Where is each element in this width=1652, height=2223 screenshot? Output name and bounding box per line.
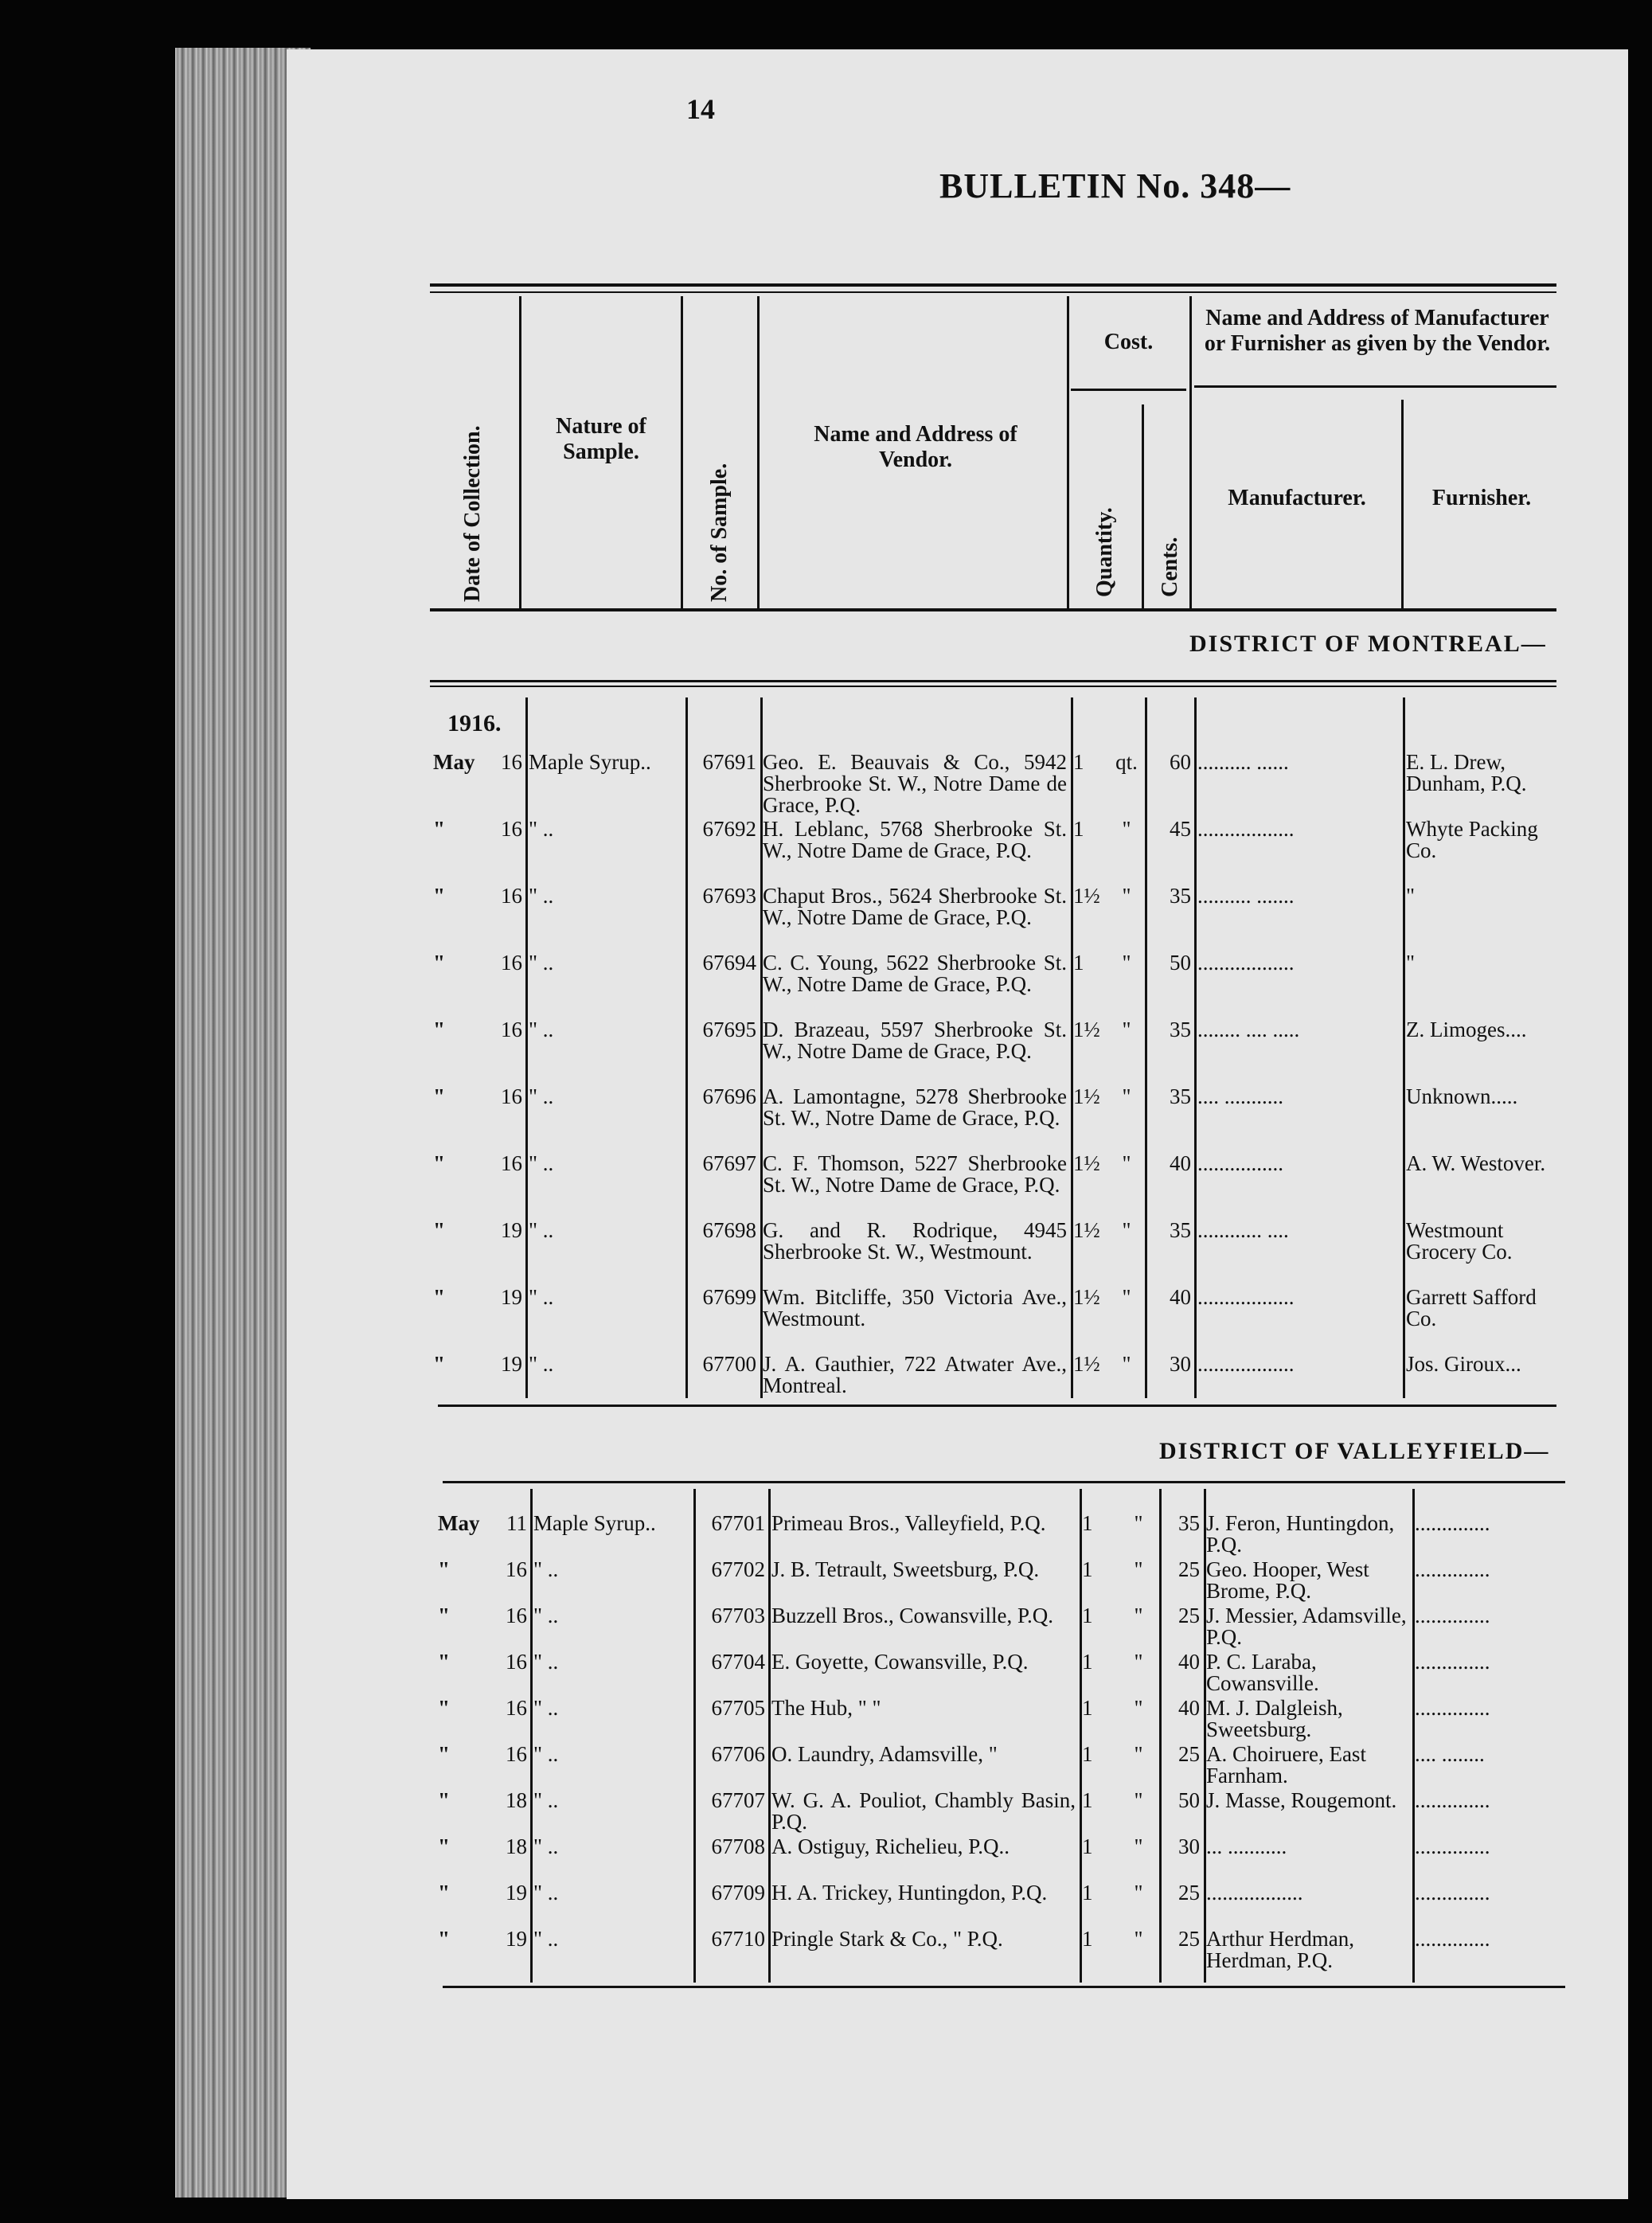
manufacturer: .... ...........	[1197, 1086, 1283, 1108]
collection-day: 16	[501, 818, 522, 841]
cost-cents: 30	[1178, 1836, 1200, 1858]
sample-number: 67703	[711, 1605, 765, 1627]
table-row	[435, 1836, 1569, 1882]
sample-number: 67693	[702, 885, 756, 908]
montreal-samples-table	[430, 752, 1560, 1420]
vendor-name-address: J. B. Tetrault, Sweetsburg, P.Q.	[771, 1559, 1040, 1581]
quantity-unit: "	[1134, 1698, 1143, 1720]
sample-number: 67691	[702, 752, 756, 774]
quantity-unit: "	[1122, 1354, 1131, 1376]
collection-month: "	[433, 1354, 445, 1376]
quantity: 1	[1073, 818, 1084, 841]
quantity-unit: "	[1134, 1928, 1143, 1951]
quantity: 1	[1082, 1790, 1093, 1812]
furnisher: Westmount Grocery Co.	[1406, 1220, 1513, 1264]
furnisher: ..............	[1415, 1698, 1490, 1720]
quantity: 1½	[1073, 1019, 1100, 1041]
quantity-unit: "	[1122, 1220, 1131, 1242]
sample-nature: Maple Syrup..	[533, 1513, 656, 1535]
vendor-name-address: H. A. Trickey, Huntingdon, P.Q.	[771, 1882, 1048, 1905]
collection-month: "	[438, 1744, 450, 1766]
header-bottom-rule	[430, 608, 1556, 611]
manufacturer: P. C. Laraba, Cowansville.	[1206, 1651, 1319, 1695]
collection-day: 16	[501, 1086, 522, 1108]
collection-month: "	[438, 1882, 450, 1905]
valleyfield-samples-table	[435, 1513, 1569, 1975]
vendor-name-address: D. Brazeau, 5597 Sherbrooke St. W., Notre Dame de Grace, P.Q.	[763, 1019, 1067, 1063]
furnisher: Unknown.....	[1406, 1086, 1518, 1108]
section2-bottom-rule	[443, 1986, 1565, 1988]
montreal-table-body	[430, 752, 1560, 1420]
quantity: 1	[1082, 1836, 1093, 1858]
vendor-name-address: G. and R. Rodrique, 4945 Sherbrooke St. W., Westmount.	[763, 1220, 1067, 1264]
furnisher: Jos. Giroux...	[1406, 1354, 1521, 1376]
furnisher: "	[1406, 885, 1416, 908]
quantity: 1	[1082, 1882, 1093, 1905]
quantity: 1½	[1073, 885, 1100, 908]
collection-day: 16	[501, 1153, 522, 1175]
sample-nature: " ..	[529, 1354, 554, 1376]
vendor-name-address: The Hub, " "	[771, 1698, 881, 1720]
vendor-name-address: A. Lamontagne, 5278 Sherbrooke St. W., Notre Dame de Grace, P.Q.	[763, 1086, 1067, 1130]
quantity-unit: "	[1134, 1790, 1143, 1812]
manufacturer: J. Masse, Rougemont.	[1206, 1790, 1397, 1812]
sample-number: 67700	[702, 1354, 756, 1376]
collection-day: 16	[506, 1559, 527, 1581]
vendor-name-address: E. Goyette, Cowansville, P.Q.	[771, 1651, 1029, 1674]
header-nature-of-sample: Nature of Sample.	[556, 414, 646, 465]
quantity-unit: "	[1134, 1744, 1143, 1766]
sample-nature: " ..	[529, 1019, 554, 1041]
vendor-name-address: O. Laundry, Adamsville, "	[771, 1744, 998, 1766]
collection-day: 16	[506, 1698, 527, 1720]
quantity-unit: "	[1134, 1605, 1143, 1627]
sample-nature: " ..	[529, 1153, 554, 1175]
vendor-name-address: H. Leblanc, 5768 Sherbrooke St. W., Notre Dame de Grace, P.Q.	[763, 818, 1067, 862]
cost-cents: 35	[1170, 885, 1191, 908]
quantity-unit: "	[1134, 1559, 1143, 1581]
cost-cents: 35	[1170, 1220, 1191, 1242]
quantity-unit: "	[1122, 818, 1131, 841]
quantity: 1½	[1073, 1220, 1100, 1242]
vendor-name-address: W. G. A. Pouliot, Chambly Basin, P.Q.	[771, 1790, 1076, 1834]
table-row	[435, 1651, 1569, 1698]
quantity: 1	[1082, 1744, 1093, 1766]
collection-month: "	[438, 1836, 450, 1858]
collection-day: 16	[501, 752, 522, 774]
collection-day: 16	[501, 885, 522, 908]
furnisher: Whyte Packing Co.	[1406, 818, 1538, 862]
table-row	[435, 1605, 1569, 1651]
table-row	[430, 1019, 1560, 1086]
header-top-rule	[430, 283, 1556, 287]
quantity: 1½	[1073, 1153, 1100, 1175]
furnisher: ..............	[1415, 1882, 1490, 1905]
furnisher: ..............	[1415, 1836, 1490, 1858]
sample-nature: " ..	[529, 1287, 554, 1309]
sample-nature: " ..	[533, 1836, 559, 1858]
vendor-name-address: Geo. E. Beauvais & Co., 5942 Sherbrooke St. W., Notre Dame de Grace, P.Q.	[763, 752, 1067, 817]
furnisher: ..............	[1415, 1513, 1490, 1535]
collection-day: 19	[506, 1928, 527, 1951]
sample-nature: " ..	[533, 1559, 559, 1581]
cost-cents: 60	[1170, 752, 1191, 774]
table-row	[430, 818, 1560, 885]
valleyfield-table-body	[435, 1513, 1569, 1975]
furnisher: .... ........	[1415, 1744, 1485, 1766]
manufacturer: ... ...........	[1206, 1836, 1287, 1858]
collection-month: "	[438, 1605, 450, 1627]
cost-group-rule	[1071, 389, 1186, 391]
manufacturer: ..................	[1197, 818, 1295, 841]
quantity-unit: "	[1122, 885, 1131, 908]
section1-bottom-rule	[438, 1405, 1556, 1407]
header-col-rule	[1142, 404, 1144, 608]
quantity-unit: "	[1122, 1086, 1131, 1108]
quantity: 1	[1082, 1928, 1093, 1951]
sample-number: 67708	[711, 1836, 765, 1858]
sample-number: 67706	[711, 1744, 765, 1766]
sample-nature: " ..	[533, 1651, 559, 1674]
manufacturer: ................	[1197, 1153, 1283, 1175]
header-furnisher: Furnisher.	[1431, 486, 1532, 510]
quantity-unit: "	[1134, 1513, 1143, 1535]
sample-nature: " ..	[529, 1220, 554, 1242]
vendor-name-address: Buzzell Bros., Cowansville, P.Q.	[771, 1605, 1053, 1627]
vendor-name-address: C. F. Thomson, 5227 Sherbrooke St. W., Notre Dame de Grace, P.Q.	[763, 1153, 1067, 1197]
sample-nature: " ..	[533, 1928, 559, 1951]
header-manufacturer-group: Name and Address of Manufacturer or Furnisher as given by the Vendor.	[1204, 306, 1551, 357]
collection-month: "	[433, 1086, 445, 1108]
sample-number: 67705	[711, 1698, 765, 1720]
collection-month: "	[438, 1698, 450, 1720]
sample-number: 67707	[711, 1790, 765, 1812]
manufacturer: A. Choiruere, East Farnham.	[1206, 1744, 1366, 1787]
collection-month: "	[433, 818, 445, 841]
header-col-rule	[1401, 400, 1404, 608]
collection-month: "	[438, 1790, 450, 1812]
collection-day: 19	[501, 1354, 522, 1376]
mfr-group-rule	[1194, 385, 1556, 388]
sample-number: 67709	[711, 1882, 765, 1905]
manufacturer: Arthur Herdman, Herdman, P.Q.	[1206, 1928, 1354, 1972]
section1-top-rule	[430, 680, 1556, 682]
vendor-name-address: Wm. Bitcliffe, 350 Victoria Ave., Westmount.	[763, 1287, 1067, 1330]
collection-day: 16	[506, 1651, 527, 1674]
sample-nature: " ..	[529, 818, 554, 841]
collection-month: "	[433, 885, 445, 908]
quantity-unit: "	[1134, 1651, 1143, 1674]
table-row	[435, 1698, 1569, 1744]
collection-month: "	[433, 1287, 445, 1309]
furnisher: ..............	[1415, 1790, 1490, 1812]
quantity-unit: "	[1134, 1836, 1143, 1858]
vendor-name-address: Pringle Stark & Co., " P.Q.	[771, 1928, 1003, 1951]
quantity: 1½	[1073, 1354, 1100, 1376]
sample-nature: " ..	[529, 885, 554, 908]
collection-month: "	[433, 952, 445, 975]
vendor-name-address: C. C. Young, 5622 Sherbrooke St. W., Notre Dame de Grace, P.Q.	[763, 952, 1067, 996]
sample-number: 67692	[702, 818, 756, 841]
collection-day: 16	[501, 1019, 522, 1041]
table-row	[430, 1354, 1560, 1420]
quantity-unit: "	[1122, 1287, 1131, 1309]
sample-number: 67697	[702, 1153, 756, 1175]
collection-month: "	[438, 1651, 450, 1674]
section1-top-rule-2	[430, 686, 1556, 687]
vendor-name-address: Primeau Bros., Valleyfield, P.Q.	[771, 1513, 1046, 1535]
manufacturer: ..................	[1206, 1882, 1303, 1905]
district-montreal-title: DISTRICT OF MONTREAL—	[1189, 631, 1547, 657]
collection-month: "	[433, 1019, 445, 1041]
cost-cents: 25	[1178, 1605, 1200, 1627]
sample-nature: " ..	[529, 1086, 554, 1108]
cost-cents: 25	[1178, 1882, 1200, 1905]
cost-cents: 50	[1170, 952, 1191, 975]
cost-cents: 40	[1170, 1287, 1191, 1309]
section2-top-rule	[443, 1481, 1565, 1483]
sample-number: 67702	[711, 1559, 765, 1581]
cost-cents: 25	[1178, 1928, 1200, 1951]
sample-nature: " ..	[533, 1698, 559, 1720]
header-cents: Cents.	[1158, 537, 1182, 597]
furnisher: Garrett Safford Co.	[1406, 1287, 1537, 1330]
manufacturer: Geo. Hooper, West Brome, P.Q.	[1206, 1559, 1369, 1603]
header-col-rule	[1067, 296, 1069, 608]
table-row	[430, 1086, 1560, 1153]
table-row	[430, 1220, 1560, 1287]
quantity: 1	[1082, 1698, 1093, 1720]
table-row	[430, 752, 1560, 818]
collection-month: "	[438, 1928, 450, 1951]
manufacturer: J. Messier, Adamsville, P.Q.	[1206, 1605, 1407, 1649]
table-row	[430, 952, 1560, 1019]
sample-nature: " ..	[533, 1790, 559, 1812]
table-row	[435, 1790, 1569, 1836]
sample-number: 67699	[702, 1287, 756, 1309]
collection-day: 11	[506, 1513, 527, 1535]
sample-number: 67695	[702, 1019, 756, 1041]
cost-cents: 25	[1178, 1559, 1200, 1581]
header-vendor: Name and Address of Vendor.	[814, 422, 1017, 473]
cost-cents: 40	[1178, 1698, 1200, 1720]
collection-day: 19	[501, 1220, 522, 1242]
quantity: 1	[1073, 752, 1084, 774]
furnisher: E. L. Drew, Dunham, P.Q.	[1406, 752, 1527, 795]
quantity: 1	[1082, 1559, 1093, 1581]
collection-day: 19	[506, 1882, 527, 1905]
cost-cents: 35	[1170, 1019, 1191, 1041]
cost-cents: 45	[1170, 818, 1191, 841]
quantity-unit: "	[1122, 952, 1131, 975]
sample-nature: " ..	[533, 1744, 559, 1766]
quantity: 1	[1082, 1651, 1093, 1674]
sample-number: 67696	[702, 1086, 756, 1108]
quantity-unit: qt.	[1115, 752, 1138, 774]
cost-cents: 40	[1178, 1651, 1200, 1674]
sample-nature: " ..	[533, 1605, 559, 1627]
table-row	[435, 1744, 1569, 1790]
collection-month: "	[433, 1153, 445, 1175]
header-col-rule	[1189, 296, 1192, 608]
table-row	[430, 1287, 1560, 1354]
table-row	[435, 1559, 1569, 1605]
table-row	[435, 1513, 1569, 1559]
page-number: 14	[686, 93, 715, 125]
header-manufacturer: Manufacturer.	[1228, 486, 1366, 510]
table-row	[435, 1928, 1569, 1975]
header-no-of-sample: No. of Sample.	[707, 463, 732, 602]
collection-day: 18	[506, 1836, 527, 1858]
sample-number: 67701	[711, 1513, 765, 1535]
collection-day: 16	[506, 1605, 527, 1627]
district-valleyfield-title: DISTRICT OF VALLEYFIELD—	[1159, 1438, 1550, 1464]
header-col-rule	[519, 296, 521, 608]
furnisher: ..............	[1415, 1928, 1490, 1951]
furnisher: ..............	[1415, 1651, 1490, 1674]
furnisher: ..............	[1415, 1559, 1490, 1581]
sample-number: 67694	[702, 952, 756, 975]
quantity: 1½	[1073, 1086, 1100, 1108]
cost-cents: 30	[1170, 1354, 1191, 1376]
cost-cents: 35	[1178, 1513, 1200, 1535]
collection-day: 16	[501, 952, 522, 975]
collection-month: "	[438, 1559, 450, 1581]
cost-cents: 50	[1178, 1790, 1200, 1812]
quantity: 1	[1082, 1605, 1093, 1627]
manufacturer: M. J. Dalgleish, Sweetsburg.	[1206, 1698, 1343, 1741]
quantity-unit: "	[1122, 1153, 1131, 1175]
collection-month: "	[433, 1220, 445, 1242]
collection-day: 16	[506, 1744, 527, 1766]
sample-number: 67698	[702, 1220, 756, 1242]
quantity-unit: "	[1122, 1019, 1131, 1041]
manufacturer: ............ ....	[1197, 1220, 1289, 1242]
manufacturer: ........ .... .....	[1197, 1019, 1300, 1041]
manufacturer: .......... .......	[1197, 885, 1295, 908]
sample-number: 67704	[711, 1651, 765, 1674]
vendor-name-address: A. Ostiguy, Richelieu, P.Q..	[771, 1836, 1010, 1858]
sample-nature: " ..	[529, 952, 554, 975]
header-col-rule	[681, 296, 683, 608]
furnisher: "	[1406, 952, 1416, 975]
vendor-name-address: J. A. Gauthier, 722 Atwater Ave., Montreal.	[763, 1354, 1067, 1397]
manufacturer: ..................	[1197, 1354, 1295, 1376]
table-row	[430, 885, 1560, 952]
collection-day: 19	[501, 1287, 522, 1309]
manufacturer: .......... ......	[1197, 752, 1289, 774]
manufacturer: J. Feron, Huntingdon, P.Q.	[1206, 1513, 1395, 1557]
collection-month: May	[433, 752, 475, 774]
collection-day: 18	[506, 1790, 527, 1812]
header-cost: Cost.	[1103, 330, 1154, 354]
sample-number: 67710	[711, 1928, 765, 1951]
manufacturer: ..................	[1197, 1287, 1295, 1309]
table-row	[435, 1882, 1569, 1928]
quantity: 1	[1082, 1513, 1093, 1535]
furnisher: A. W. Westover.	[1406, 1153, 1546, 1175]
quantity-unit: "	[1134, 1882, 1143, 1905]
collection-month: May	[438, 1513, 480, 1535]
furnisher: Z. Limoges....	[1406, 1019, 1527, 1041]
furnisher: ..............	[1415, 1605, 1490, 1627]
sample-nature: " ..	[533, 1882, 559, 1905]
collection-year: 1916.	[447, 710, 502, 736]
header-quantity: Quantity.	[1092, 507, 1117, 597]
cost-cents: 40	[1170, 1153, 1191, 1175]
cost-cents: 25	[1178, 1744, 1200, 1766]
vendor-name-address: Chaput Bros., 5624 Sherbrooke St. W., Notre Dame de Grace, P.Q.	[763, 885, 1067, 929]
header-date-of-collection: Date of Collection.	[460, 425, 485, 602]
quantity: 1	[1073, 952, 1084, 975]
manufacturer: ..................	[1197, 952, 1295, 975]
table-row	[430, 1153, 1560, 1220]
header-top-rule-2	[430, 291, 1556, 293]
cost-cents: 35	[1170, 1086, 1191, 1108]
bulletin-title: BULLETIN No. 348—	[939, 166, 1291, 205]
quantity: 1½	[1073, 1287, 1100, 1309]
header-col-rule	[757, 296, 760, 608]
sample-nature: Maple Syrup..	[529, 752, 651, 774]
